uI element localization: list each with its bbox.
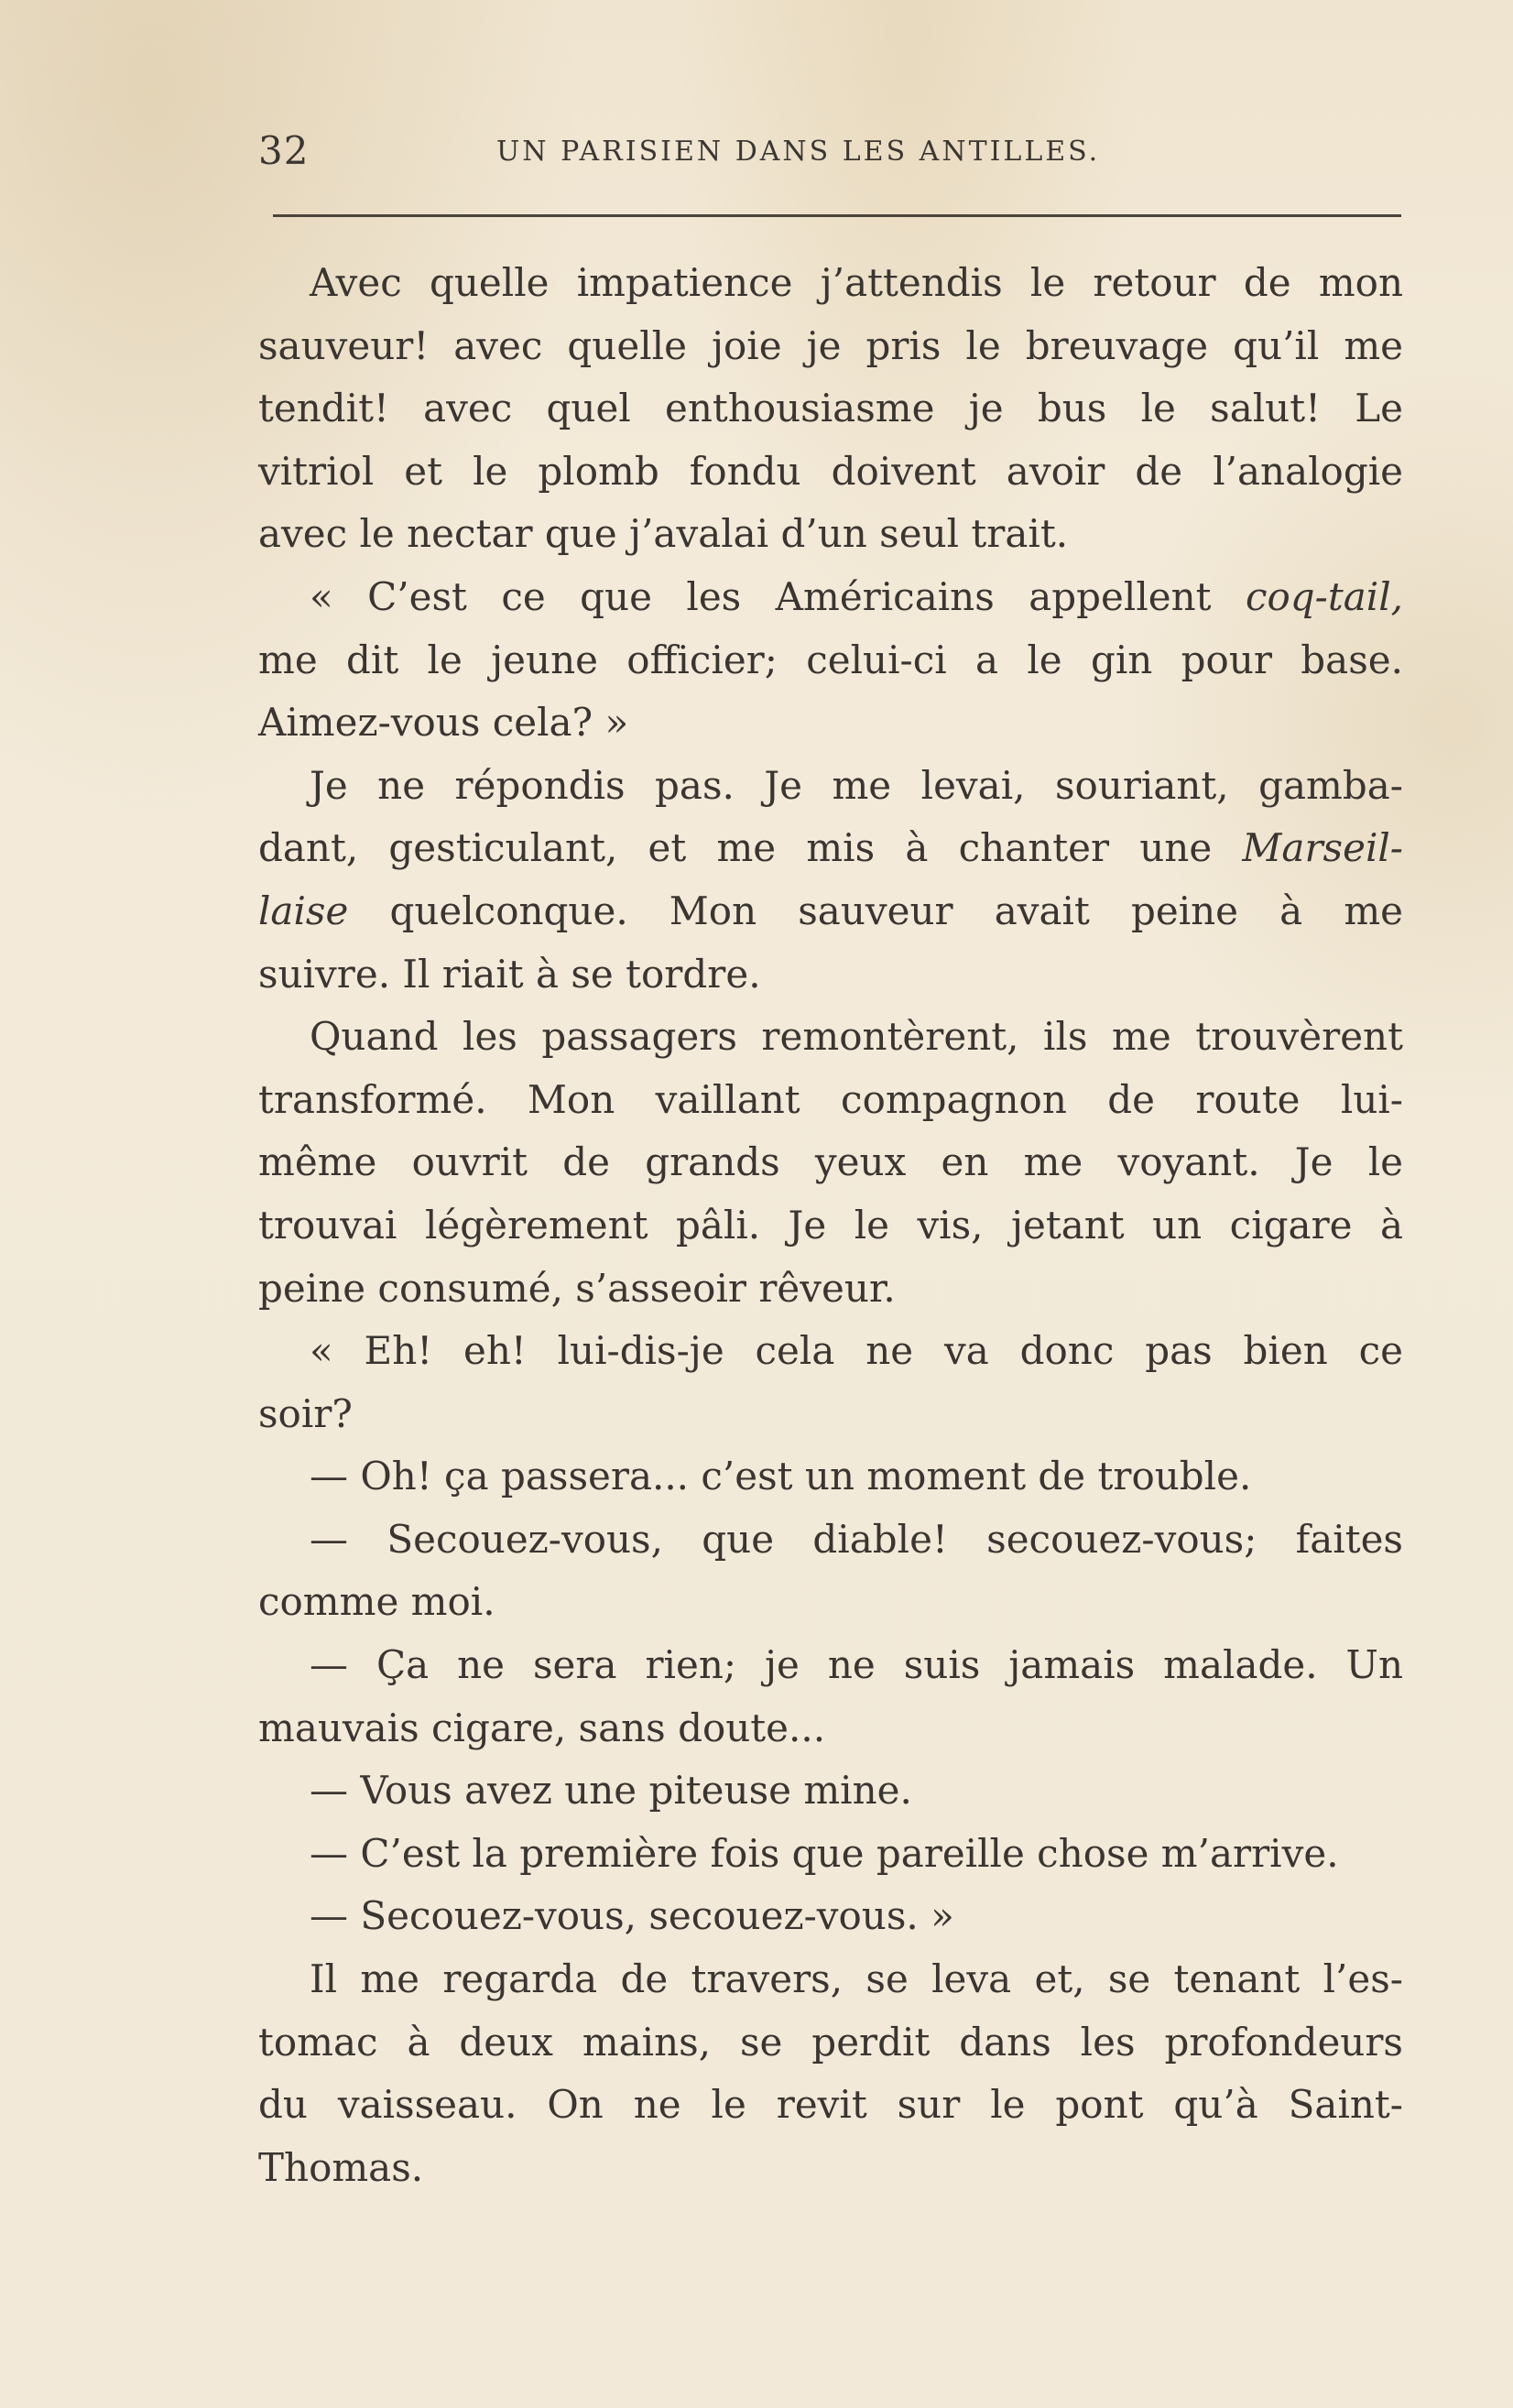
text-line: — Ça ne sera rien; je ne suis jamais malade. Un — [310, 1642, 1403, 1688]
text-line: soir? — [258, 1390, 353, 1436]
header-rule — [273, 214, 1401, 217]
text-line: — Secouez-vous, secouez-vous. » — [310, 1893, 954, 1939]
text-line: même ouvrit de grands yeux en me voyant. Je le — [258, 1139, 1403, 1185]
text-line: Aimez-vous cela? » — [258, 700, 629, 746]
text-line: peine consumé, s’asseoir rêveur. — [258, 1265, 896, 1311]
text-line: me dit le jeune officier; celui-ci a le gin pour base. — [258, 637, 1403, 682]
italic-text: coq-tail, — [1245, 573, 1403, 619]
text-line — [258, 817, 1403, 880]
text-line: Avec quelle impatience j’attendis le retour de mon — [310, 260, 1403, 305]
text-line: — Vous avez une piteuse mine. — [310, 1768, 912, 1814]
text-line: avec le nectar que j’avalai d’un seul trait. — [258, 511, 1069, 557]
text-line: Thomas. — [258, 2144, 424, 2190]
text-line: suivre. Il riait à se tordre. — [258, 951, 761, 997]
text-line: Il me regarda de travers, se leva et, se tenant l’es- — [310, 1956, 1403, 2002]
page-number: 32 — [258, 128, 310, 173]
text-line — [258, 566, 1403, 629]
italic-text: laise — [258, 888, 349, 933]
text-line: transformé. Mon vaillant compagnon de route lui- — [258, 1076, 1403, 1122]
text-line: mauvais cigare, sans doute... — [258, 1705, 826, 1750]
italic-text: Marseil- — [1242, 825, 1403, 871]
text-line: — Oh! ça passera... c’est un moment de trouble. — [310, 1454, 1252, 1499]
text-line: tendit! avec quel enthousiasme je bus le salut! Le — [258, 386, 1403, 431]
text-line: du vaisseau. On ne le revit sur le pont qu’à Saint- — [258, 2082, 1403, 2128]
text-line — [258, 755, 1403, 818]
text-line: vitriol et le plomb fondu doivent avoir de l’analogie — [258, 448, 1403, 494]
text-line: comme moi. — [258, 1579, 495, 1625]
running-head — [258, 128, 1403, 178]
text-run: dant, gesticulant, et me mis à chanter une — [258, 825, 1243, 871]
running-title: UN PARISIEN DANS LES ANTILLES. — [496, 136, 1101, 168]
text-line: sauveur! avec quelle joie je pris le breuvage qu’il me — [258, 322, 1403, 368]
text-line: « Eh! eh! lui-dis-je cela ne va donc pas bien ce — [310, 1328, 1403, 1374]
body-text — [258, 252, 1403, 2199]
text-line — [258, 880, 1403, 943]
text-line: — C’est la première fois que pareille chose m’arrive. — [310, 1830, 1339, 1876]
text-run: « C’est ce que les Américains appellent — [310, 573, 1246, 619]
text-run: quelconque. Mon sauveur avait peine à me — [348, 888, 1403, 933]
text-line: Quand les passagers remontèrent, ils me trouvèrent — [310, 1014, 1403, 1060]
text-line: — Secouez-vous, que diable! secouez-vous; faites — [310, 1516, 1403, 1562]
text-run: Je ne répondis pas. Je me levai, souriant, gamba- — [310, 762, 1403, 808]
text-line: trouvai légèrement pâli. Je le vis, jetant un cigare à — [258, 1202, 1403, 1248]
text-line: tomac à deux mains, se perdit dans les profondeurs — [258, 2019, 1403, 2065]
